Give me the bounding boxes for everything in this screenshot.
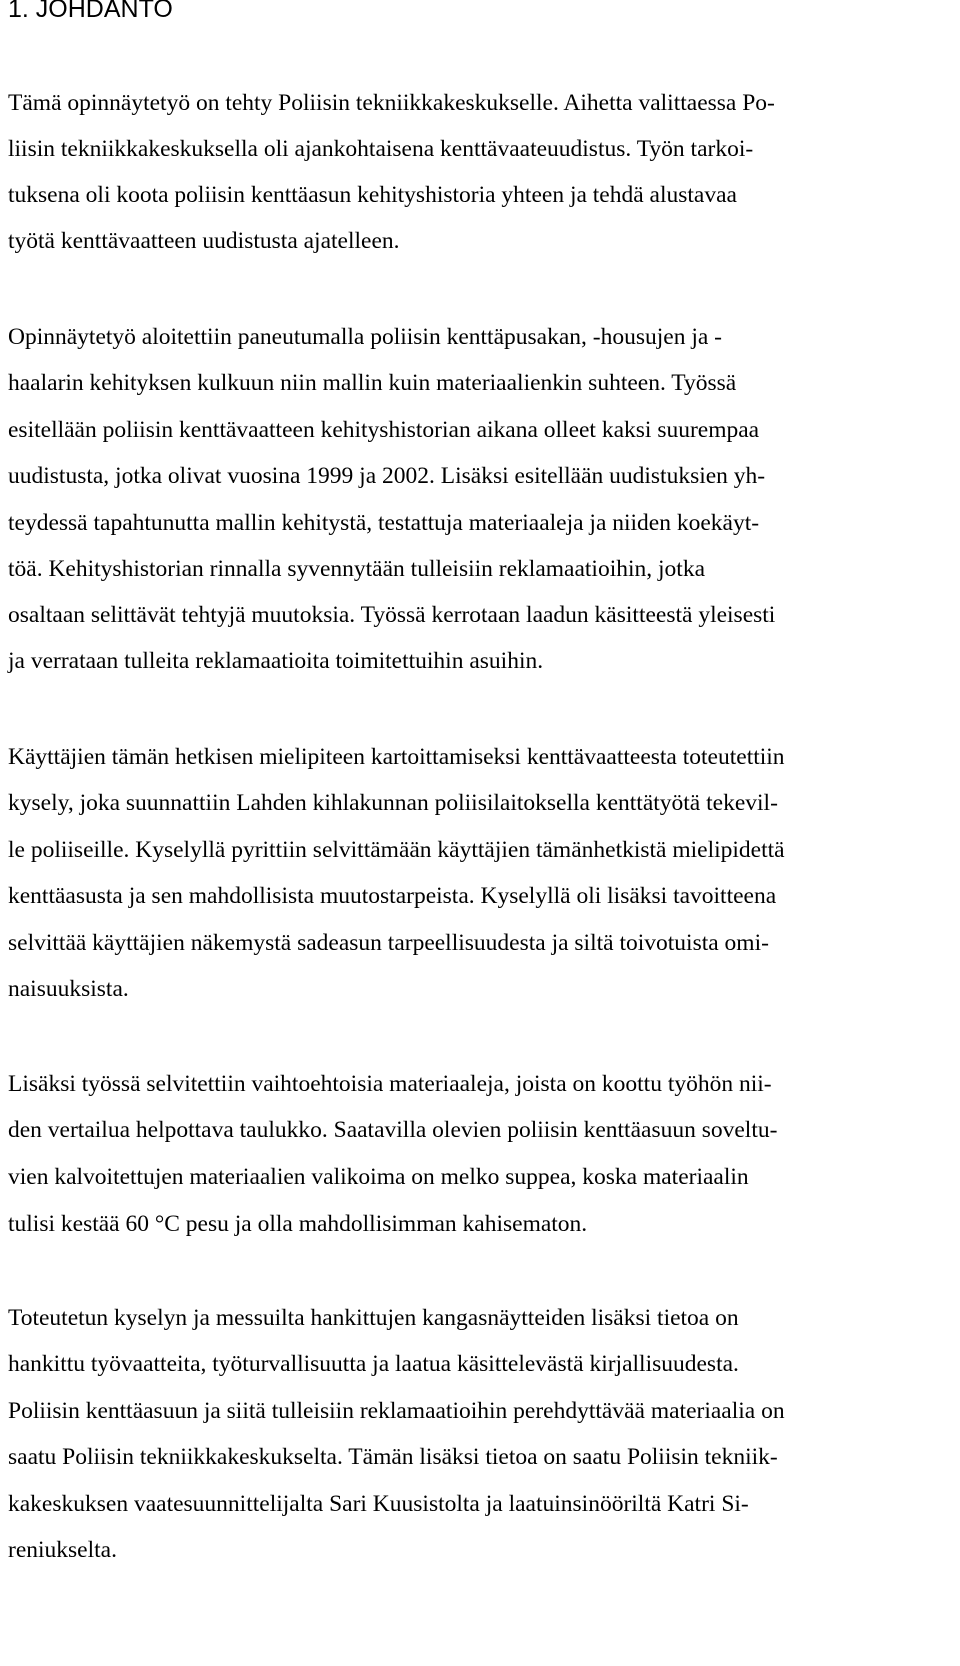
- paragraph-line: teydessä tapahtunutta mallin kehitystä, testattuja materiaaleja ja niiden koekäyt-: [8, 510, 760, 536]
- paragraph-line: Toteutetun kyselyn ja messuilta hankittujen kangasnäytteiden lisäksi tietoa on: [8, 1305, 739, 1331]
- paragraph-line: le poliiseille. Kyselyllä pyrittiin selvittämään käyttäjien tämänhetkistä mielipidettä: [8, 837, 785, 863]
- paragraph-line: hankittu työvaatteita, työturvallisuutta ja laatua käsittelevästä kirjallisuudesta.: [8, 1351, 739, 1377]
- paragraph-line: saatu Poliisin tekniikkakeskukselta. Tämän lisäksi tietoa on saatu Poliisin tekniik-: [8, 1444, 778, 1470]
- paragraph-line: naisuuksista.: [8, 976, 129, 1002]
- paragraph-line: vien kalvoitettujen materiaalien valikoima on melko suppea, koska materiaalin: [8, 1164, 749, 1190]
- paragraph-line: Opinnäytetyö aloitettiin paneutumalla poliisin kenttäpusakan, -housujen ja -: [8, 324, 722, 350]
- paragraph-line: Tämä opinnäytetyö on tehty Poliisin tekniikkakeskukselle. Aihetta valittaessa Po-: [8, 90, 775, 116]
- paragraph-line: työtä kenttävaatteen uudistusta ajatelleen.: [8, 228, 400, 254]
- paragraph-line: Poliisin kenttäasuun ja siitä tulleisiin reklamaatioihin perehdyttävää materiaalia on: [8, 1398, 785, 1424]
- paragraph-line: kakeskuksen vaatesuunnittelijalta Sari Kuusistolta ja laatuinsinööriltä Katri Si-: [8, 1491, 749, 1517]
- paragraph-line: selvittää käyttäjien näkemystä sadeasun tarpeellisuudesta ja siltä toivotuista omi-: [8, 930, 769, 956]
- paragraph-line: reniukselta.: [8, 1537, 117, 1563]
- paragraph-line: töä. Kehityshistorian rinnalla syvennytään tulleisiin reklamaatioihin, jotka: [8, 556, 706, 582]
- paragraph-line: kysely, joka suunnattiin Lahden kihlakunnan poliisilaitoksella kenttätyötä tekevil-: [8, 790, 778, 816]
- paragraph-line: uudistusta, jotka olivat vuosina 1999 ja 2002. Lisäksi esitellään uudistuksien yh-: [8, 463, 766, 489]
- paragraph-line: tuksena oli koota poliisin kenttäasun kehityshistoria yhteen ja tehdä alustavaa: [8, 182, 737, 208]
- paragraph-line: den vertailua helpottava taulukko. Saatavilla olevien poliisin kenttäasuun soveltu-: [8, 1117, 778, 1143]
- paragraph-line: esitellään poliisin kenttävaatteen kehityshistorian aikana olleet kaksi suurempaa: [8, 417, 760, 443]
- paragraph-line: haalarin kehityksen kulkuun niin mallin kuin materiaalienkin suhteen. Työssä: [8, 370, 737, 396]
- section-heading: 1. JOHDANTO: [8, 0, 173, 23]
- paragraph-line: tulisi kestää 60 °C pesu ja olla mahdollisimman kahisematon.: [8, 1211, 588, 1237]
- paragraph-line: liisin tekniikkakeskuksella oli ajankohtaisena kenttävaateuudistus. Työn tarkoi-: [8, 136, 754, 162]
- paragraph-line: ja verrataan tulleita reklamaatioita toimitettuihin asuihin.: [8, 648, 544, 674]
- paragraph-line: Lisäksi työssä selvitettiin vaihtoehtoisia materiaaleja, joista on koottu työhön nii-: [8, 1071, 772, 1097]
- paragraph-line: Käyttäjien tämän hetkisen mielipiteen kartoittamiseksi kenttävaatteesta toteutettiin: [8, 744, 785, 770]
- paragraph-line: kenttäasusta ja sen mahdollisista muutostarpeista. Kyselyllä oli lisäksi tavoitteena: [8, 883, 777, 909]
- paragraph-line: osaltaan selittävät tehtyjä muutoksia. Työssä kerrotaan laadun käsitteestä yleisesti: [8, 602, 776, 628]
